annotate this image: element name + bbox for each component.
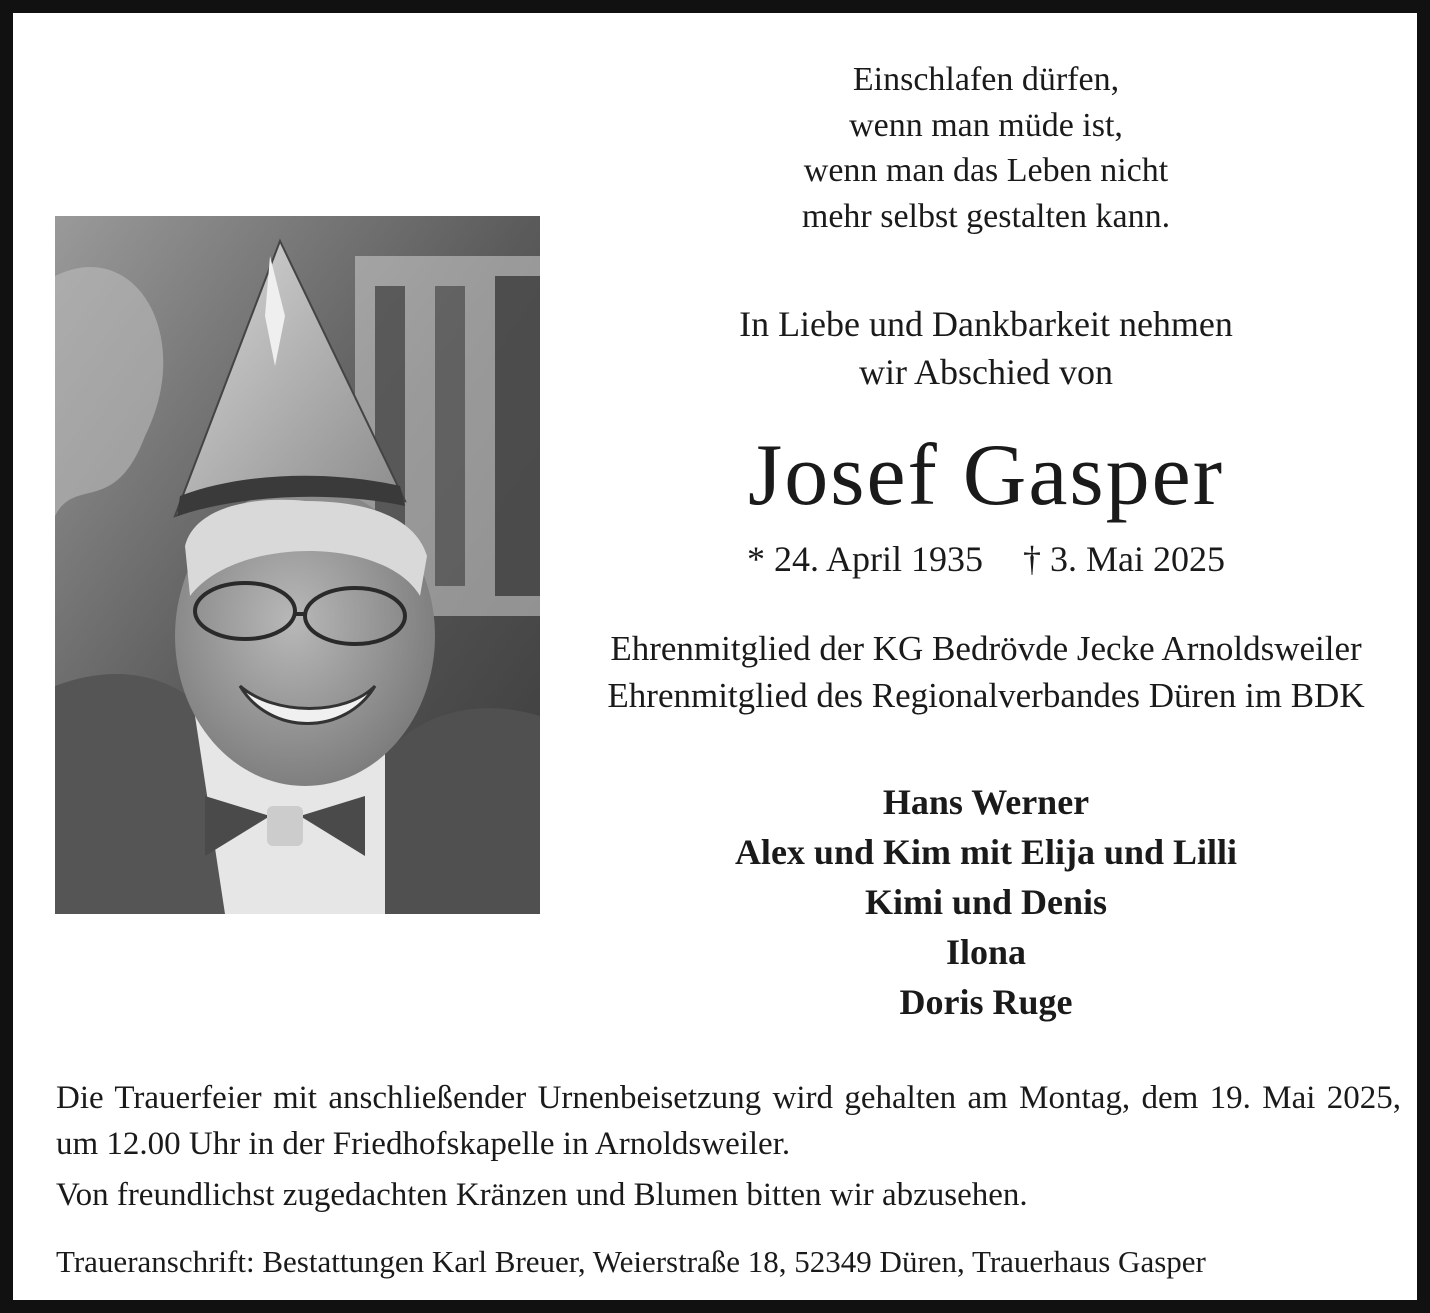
honors — [553, 625, 1419, 719]
death-date: † 3. Mai 2025 — [1023, 539, 1225, 579]
mourner-name: Hans Werner — [882, 782, 1090, 822]
wreath-note: Von freundlichst zugedachten Kränzen und Blumen bitten wir abzusehen. — [56, 1177, 1028, 1213]
poem-line: wenn man müde ist, — [849, 106, 1123, 144]
poem-line: Einschlafen dürfen, — [852, 61, 1120, 98]
birth-date: * 24. April 1935 — [746, 539, 983, 579]
mourners-list — [553, 777, 1419, 1027]
life-dates — [553, 536, 1419, 582]
mourner-name: Kimi und Denis — [864, 882, 1108, 922]
poem — [553, 57, 1419, 239]
portrait-photo-icon — [55, 216, 540, 914]
mourner-name: Alex und Kim mit Elija und Lilli — [734, 832, 1238, 872]
poem-line: mehr selbst gestalten kann. — [801, 197, 1171, 235]
farewell-text — [553, 300, 1419, 396]
poem-line: wenn man das Leben nicht — [803, 152, 1169, 189]
deceased-name: Josef Gasper — [747, 427, 1225, 524]
honor-line: Ehrenmitglied der KG Bedrövde Jecke Arnoldsweiler — [610, 629, 1362, 668]
farewell-line: wir Abschied von — [859, 352, 1113, 392]
honor-line: Ehrenmitglied des Regionalverbandes Düren im BDK — [607, 676, 1365, 715]
mourning-address: Traueranschrift: Bestattungen Karl Breuer, Weierstraße 18, 52349 Düren, Trauerhaus Gasper — [56, 1244, 1206, 1279]
mourner-name: Ilona — [945, 932, 1027, 972]
mourner-name: Doris Ruge — [899, 982, 1073, 1022]
ceremony-details: Die Trauerfeier mit anschließender Urnenbeisetzung wird gehalten am Montag, dem 19. Mai 2025, um 12.00 Uhr in der Friedhofskapelle in Arnoldsweiler. — [56, 1080, 1401, 1162]
farewell-line: In Liebe und Dankbarkeit nehmen — [739, 304, 1233, 344]
